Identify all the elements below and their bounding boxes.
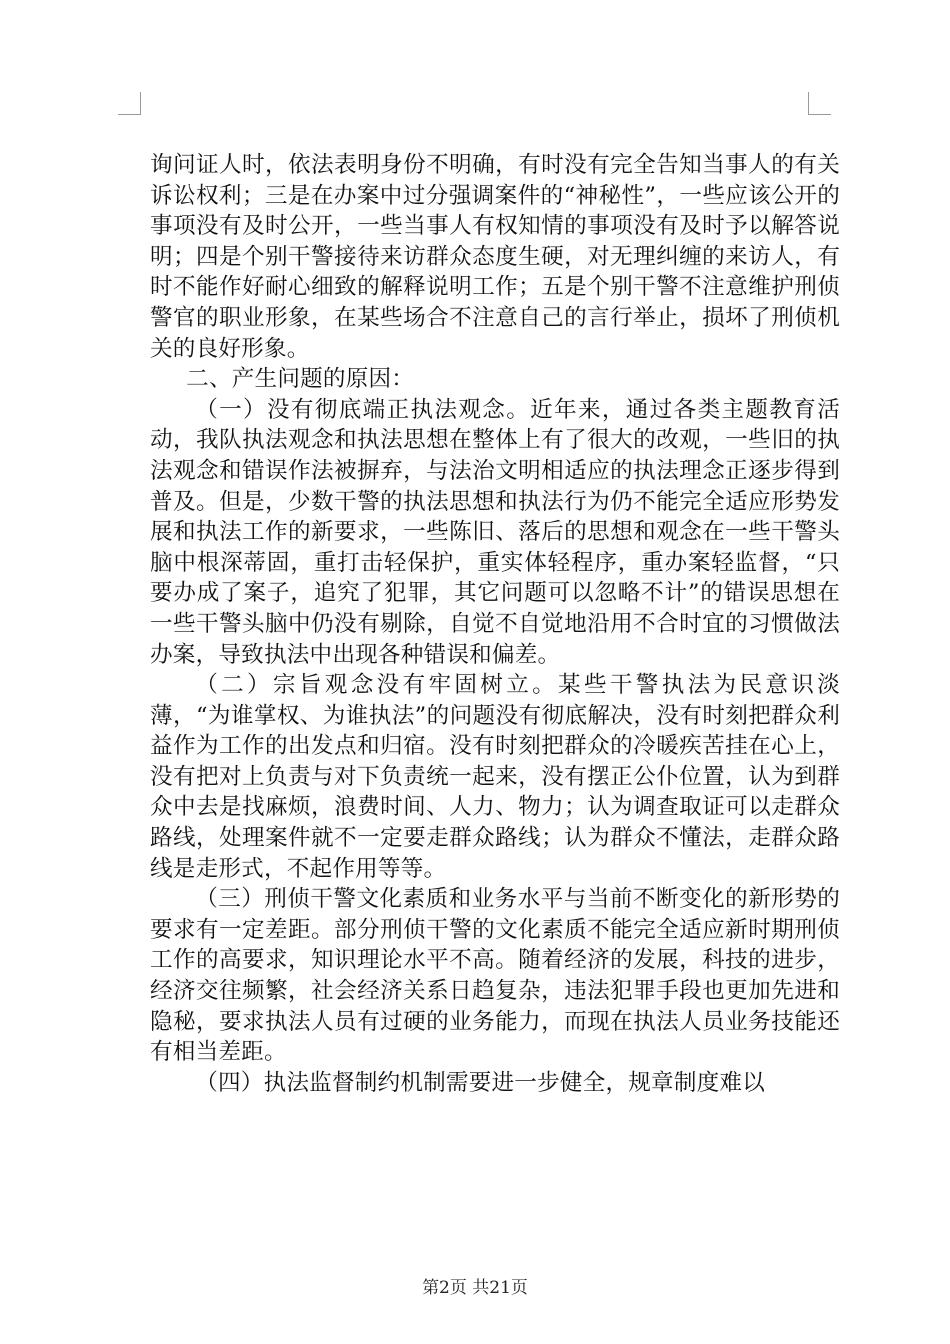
paragraph-continuation: 询问证人时，依法表明身份不明确，有时没有完全告知当事人的有关诉讼权利；三是在办案中过分强调案件的“神秘性”，一些应该公开的事项没有及时公开，一些当事人有权知情的事项没有及时予以解答说明；四是个别干警接待来访群众态度生硬，对无理纠缠的来访人，有时不能作好耐心细致的解释说明工作；五是个别干警不注意维护刑侦警官的职业形象，在某些场合不注意自己的言行举止，损坏了刑侦机关的良好形象。 <box>150 152 840 362</box>
paragraph-cause-2: （二）宗旨观念没有牢固树立。某些干警执法为民意识淡薄，“为谁掌权、为谁执法”的问题没有彻底解决，没有时刻把群众利益作为工作的出发点和归宿。没有时刻把群众的冷暖疾苦挂在心上，没有把对上负责与对下负责统一起来，没有摆正公仆位置，认为到群众中去是找麻烦，浪费时间、人力、物力；认为调查取证可以走群众路线，处理案件就不一定要走群众路线；认为群众不懂法，走群众路线是走形式，不起作用等等。 <box>150 672 840 882</box>
paragraph-cause-1: （一）没有彻底端正执法观念。近年来，通过各类主题教育活动，我队执法观念和执法思想在整体上有了很大的改观，一些旧的执法观念和错误作法被摒弃，与法治文明相适应的执法理念正逐步得到普及。但是，少数干警的执法思想和执法行为仍不能完全适应形势发展和执法工作的新要求，一些陈旧、落后的思想和观念在一些干警头脑中根深蒂固，重打击轻保护，重实体轻程序，重办案轻监督，“只要办成了案子，追究了犯罪，其它问题可以忽略不计”的错误思想在一些干警头脑中仍没有剔除，自觉不自觉地沿用不合时宜的习惯做法办案，导致执法中出现各种错误和偏差。 <box>150 396 840 668</box>
crop-mark-top-left <box>118 92 141 115</box>
page-number-footer: 第2页 共21页 <box>422 1278 528 1298</box>
crop-mark-top-right <box>808 92 831 115</box>
document-body <box>150 150 840 1098</box>
paragraph-cause-3: （三）刑侦干警文化素质和业务水平与当前不断变化的新形势的要求有一定差距。部分刑侦干警的文化素质不能完全适应新时期刑侦工作的高要求，知识理论水平不高。随着经济的发展，科技的进步，经济交往频繁，社会经济关系日趋复杂，违法犯罪手段也更加先进和隐秘，要求执法人员有过硬的业务能力，而现在执法人员业务技能还有相当差距。 <box>150 886 840 1066</box>
section-heading: 二、产生问题的原因： <box>186 366 415 393</box>
paragraph-cause-4: （四）执法监督制约机制需要进一步健全，规章制度难以 <box>195 1069 766 1096</box>
